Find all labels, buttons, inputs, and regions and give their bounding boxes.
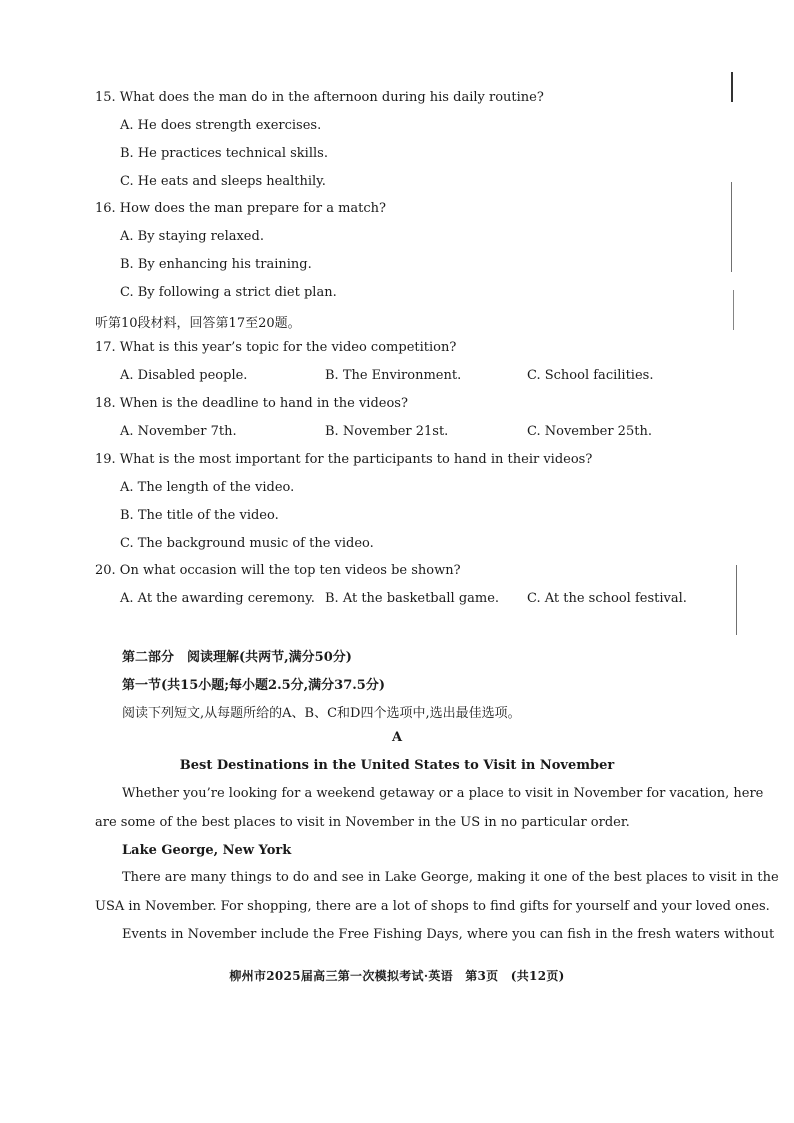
question-20-stem: 20. On what occasion will the top ten videos be shown?	[95, 563, 461, 578]
question-15-option-b: B. He practices technical skills.	[120, 146, 328, 161]
question-16-stem: 16. How does the man prepare for a match?	[95, 201, 387, 216]
question-17-option-c: C. School facilities.	[527, 368, 654, 383]
scan-mark	[731, 182, 732, 272]
question-20-option-b: B. At the basketball game.	[325, 591, 500, 606]
question-20-option-a: A. At the awarding ceremony.	[120, 591, 315, 606]
question-17-option-b: B. The Environment.	[325, 368, 462, 383]
part2-section1: 第一节(共15小题;每小题2.5分,满分37.5分)	[122, 678, 385, 693]
question-17-stem: 17. What is this year’s topic for the video competition?	[95, 340, 457, 355]
question-18-option-a: A. November 7th.	[120, 424, 237, 439]
question-18-stem: 18. When is the deadline to hand in the videos?	[95, 396, 408, 411]
passage-intro-line2: are some of the best places to visit in November in the US in no particular order.	[95, 815, 630, 830]
passage-p2-line1: Events in November include the Free Fishing Days, where you can fish in the fresh waters without	[122, 927, 775, 942]
section10-instruction: 听第10段材料，回答第17至20题。	[95, 316, 301, 331]
question-19-option-a: A. The length of the video.	[120, 480, 295, 495]
question-19-option-b: B. The title of the video.	[120, 508, 279, 523]
passage-title: Best Destinations in the United States to Visit in November	[179, 758, 615, 773]
part2-instruction: 阅读下列短文,从每题所给的A、B、C和D四个选项中,选出最佳选项。	[122, 706, 521, 721]
question-15-option-c: C. He eats and sleeps healthily.	[120, 174, 326, 189]
scan-mark	[733, 290, 734, 330]
passage-intro-line1: Whether you’re looking for a weekend getaway or a place to visit in November for vacation, here	[122, 786, 764, 801]
question-16-option-b: B. By enhancing his training.	[120, 257, 312, 272]
part2-heading: 第二部分 阅读理解(共两节,满分50分)	[122, 650, 352, 665]
scan-mark	[731, 72, 733, 102]
question-15-stem: 15. What does the man do in the afternoon during his daily routine?	[95, 90, 544, 105]
question-18-option-c: C. November 25th.	[527, 424, 652, 439]
passage-p1-line1: There are many things to do and see in Lake George, making it one of the best places to visit in the	[122, 870, 779, 885]
passage-letter: A	[391, 730, 403, 745]
question-19-option-c: C. The background music of the video.	[120, 536, 374, 551]
question-15-option-a: A. He does strength exercises.	[120, 118, 322, 133]
question-20-option-c: C. At the school festival.	[527, 591, 687, 606]
passage-p1-line2: USA in November. For shopping, there are a lot of shops to find gifts for yourself and your loved ones.	[95, 899, 770, 914]
scan-mark	[736, 565, 737, 635]
question-17-option-a: A. Disabled people.	[120, 368, 248, 383]
passage-subhead: Lake George, New York	[122, 843, 292, 858]
question-19-stem: 19. What is the most important for the participants to hand in their videos?	[95, 452, 593, 467]
question-18-option-b: B. November 21st.	[325, 424, 449, 439]
question-16-option-c: C. By following a strict diet plan.	[120, 285, 337, 300]
question-16-option-a: A. By staying relaxed.	[120, 229, 264, 244]
page-footer: 柳州市2025届高三第一次模拟考试·英语 第3页 (共12页)	[229, 969, 565, 983]
